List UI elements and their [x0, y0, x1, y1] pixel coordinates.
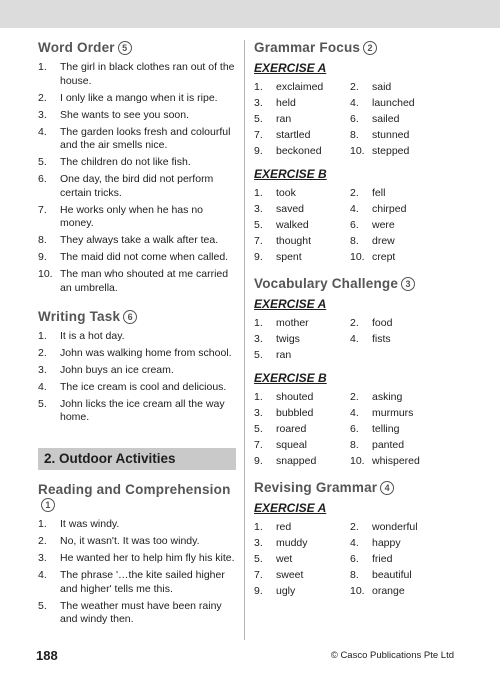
item-number: 6.: [350, 553, 359, 565]
answer-item: [254, 349, 350, 363]
item-text: He works only when he has no money.: [60, 203, 203, 229]
item-number: 5.: [254, 113, 263, 125]
exercise-heading: EXERCISE B: [254, 166, 327, 181]
item-number: 6.: [350, 422, 359, 435]
answer-item: [350, 203, 446, 217]
answer-item: [350, 251, 446, 265]
item-number: 1.: [38, 329, 47, 342]
answer-item: [38, 268, 236, 295]
answer-item: [254, 553, 350, 567]
item-text: stepped: [372, 145, 410, 157]
item-number: 4.: [350, 97, 359, 109]
answer-item: [350, 113, 446, 127]
answer-item: [254, 251, 350, 265]
item-text: It was windy.: [60, 518, 120, 530]
answer-item: [38, 381, 236, 395]
item-number: 2.: [38, 346, 47, 359]
item-text: whispered: [372, 454, 420, 467]
item-text: I only like a mango when it is ripe.: [60, 91, 218, 104]
answer-list: [38, 518, 236, 627]
item-number: 9.: [254, 585, 263, 597]
item-number: 3.: [254, 537, 263, 549]
item-number: 4.: [350, 406, 359, 419]
answer-item: [254, 129, 350, 143]
grammar-focus-section: [254, 40, 454, 264]
item-text: mother: [276, 317, 309, 329]
answer-item: [350, 391, 446, 405]
answer-grid: [254, 521, 454, 599]
answer-item: [254, 235, 350, 249]
answer-item: [38, 156, 236, 170]
item-text: wet: [276, 553, 293, 565]
item-text: orange: [372, 585, 405, 597]
answer-item: [350, 317, 446, 331]
item-number: 3.: [254, 97, 263, 109]
item-number: 1.: [38, 518, 47, 530]
item-text: fell: [372, 186, 386, 199]
section-title: Writing Task 6: [38, 309, 236, 324]
item-text: The phrase '…the kite sailed higher and higher' tells me this.: [60, 569, 225, 595]
item-number: 2.: [350, 81, 359, 93]
item-text: drew: [372, 234, 395, 247]
item-text: murmurs: [372, 406, 414, 419]
item-text: walked: [276, 218, 309, 231]
item-text: John was walking home from school.: [60, 346, 232, 359]
revising-grammar-section: [254, 480, 454, 599]
item-text: No, it wasn't. It was too windy.: [60, 535, 200, 547]
answer-item: [350, 569, 446, 583]
item-number: 7.: [254, 129, 263, 141]
item-number: 8.: [350, 129, 359, 141]
answer-item: [38, 109, 236, 123]
item-text: stunned: [372, 129, 410, 141]
answer-item: [254, 81, 350, 95]
section-number-badge: 1: [41, 498, 55, 512]
writing-task-section: [38, 309, 236, 425]
item-number: 1.: [254, 186, 263, 199]
section-title: Reading and Comprehension1: [38, 482, 231, 510]
item-number: 10.: [38, 268, 53, 280]
item-number: 3.: [254, 333, 263, 345]
item-text: sweet: [276, 569, 304, 581]
item-number: 10.: [350, 250, 365, 263]
item-number: 9.: [254, 250, 263, 263]
item-text: telling: [372, 422, 400, 435]
item-number: 5.: [38, 156, 47, 168]
answer-item: [254, 203, 350, 217]
item-number: 9.: [254, 454, 263, 467]
answer-item: [38, 92, 236, 106]
item-number: 4.: [38, 125, 47, 138]
item-number: 2.: [350, 521, 359, 533]
answer-item: [254, 317, 350, 331]
item-text: beckoned: [276, 145, 322, 157]
item-text: fried: [372, 553, 393, 565]
item-number: 3.: [38, 363, 47, 376]
item-number: 5.: [254, 422, 263, 435]
item-text: ran: [276, 349, 292, 361]
answer-item: [38, 569, 236, 596]
answer-item: [254, 569, 350, 583]
item-number: 5.: [254, 553, 263, 565]
item-number: 9.: [254, 145, 263, 157]
item-text: The weather must have been rainy and windy then.: [60, 599, 222, 625]
answer-item: [38, 204, 236, 231]
answer-item: [254, 187, 350, 201]
answer-item: [254, 585, 350, 599]
right-column: [254, 40, 454, 607]
item-text: twigs: [276, 333, 300, 345]
item-text: squeal: [276, 438, 307, 451]
item-number: 4.: [38, 569, 47, 581]
answer-item: [350, 235, 446, 249]
item-number: 4.: [350, 202, 359, 215]
item-number: 8.: [38, 234, 47, 246]
item-number: 10.: [350, 145, 365, 157]
answer-item: [38, 251, 236, 265]
answer-item: [350, 145, 446, 159]
item-text: said: [372, 81, 392, 93]
item-text: She wants to see you soon.: [60, 108, 189, 121]
item-number: 5.: [38, 397, 47, 410]
section-title: Vocabulary Challenge 3: [254, 276, 454, 291]
item-text: He wanted her to help him fly his kite.: [60, 552, 235, 564]
section-title: Revising Grammar 4: [254, 480, 454, 495]
answer-item: [254, 219, 350, 233]
item-number: 10.: [350, 454, 365, 467]
section-title: Grammar Focus 2: [254, 40, 454, 55]
answer-item: [38, 600, 236, 627]
answer-item: [350, 129, 446, 143]
item-text: shouted: [276, 390, 314, 403]
answer-item: [254, 391, 350, 405]
item-text: The ice cream is cool and delicious.: [60, 380, 227, 393]
answer-list: [38, 330, 236, 425]
section-number-badge: 4: [380, 481, 394, 495]
item-text: bubbled: [276, 406, 314, 419]
item-text: roared: [276, 422, 307, 435]
item-text: One day, the bird did not perform certain tricks.: [60, 173, 214, 199]
answer-item: [254, 521, 350, 535]
page-number: 188: [36, 648, 58, 663]
answer-item: [254, 333, 350, 347]
item-number: 1.: [254, 521, 263, 533]
item-number: 8.: [350, 438, 359, 451]
item-number: 1.: [254, 81, 263, 93]
answer-item: [38, 173, 236, 200]
item-text: panted: [372, 438, 405, 451]
item-number: 3.: [254, 202, 263, 215]
answer-item: [38, 398, 236, 425]
item-number: 1.: [254, 317, 263, 329]
item-text: ugly: [276, 585, 296, 597]
item-text: fists: [372, 333, 391, 345]
answer-item: [350, 219, 446, 233]
item-number: 6.: [38, 173, 47, 185]
item-number: 7.: [38, 203, 47, 216]
exercise-heading: EXERCISE A: [254, 297, 327, 311]
item-text: asking: [372, 390, 403, 403]
answer-grid: [254, 81, 454, 159]
item-text: wonderful: [372, 521, 418, 533]
item-number: 3.: [38, 108, 47, 121]
item-text: beautiful: [372, 569, 412, 581]
item-text: The man who shouted at me carried an umbrella.: [60, 268, 229, 294]
item-number: 9.: [38, 251, 47, 263]
answer-item: [38, 364, 236, 378]
item-text: thought: [276, 234, 312, 247]
exercise-heading: EXERCISE A: [254, 61, 327, 75]
section-number-badge: 2: [363, 41, 377, 55]
answer-item: [38, 347, 236, 361]
column-divider: [244, 40, 245, 640]
item-text: ran: [276, 113, 292, 125]
answer-item: [254, 145, 350, 159]
answer-item: [350, 97, 446, 111]
item-text: exclaimed: [276, 81, 324, 93]
item-number: 1.: [254, 390, 263, 403]
item-number: 5.: [38, 599, 47, 612]
item-text: The children do not like fish.: [60, 156, 191, 168]
answer-item: [350, 585, 446, 599]
answer-item: [350, 439, 446, 453]
item-text: crept: [372, 250, 396, 263]
answer-item: [254, 439, 350, 453]
item-text: The garden looks fresh and colourful and the air smells nice.: [60, 125, 231, 151]
item-number: 5.: [254, 349, 263, 361]
item-text: red: [276, 521, 292, 533]
item-number: 2.: [350, 186, 359, 199]
item-number: 2.: [38, 91, 47, 104]
answer-item: [38, 126, 236, 153]
item-number: 2.: [350, 317, 359, 329]
item-text: chirped: [372, 202, 407, 215]
answer-item: [254, 455, 350, 469]
vocabulary-section: [254, 276, 454, 468]
item-text: They always take a walk after tea.: [60, 234, 219, 246]
answer-item: [38, 330, 236, 344]
item-text: The maid did not come when called.: [60, 251, 229, 263]
item-number: 3.: [254, 406, 263, 419]
answer-list: [38, 61, 236, 295]
item-number: 6.: [350, 218, 359, 231]
chapter-heading: 2. Outdoor Activities: [38, 448, 236, 470]
item-number: 5.: [254, 218, 263, 231]
answer-item: [350, 521, 446, 535]
item-text: snapped: [276, 454, 317, 467]
item-text: saved: [276, 202, 305, 215]
answer-item: [350, 553, 446, 567]
item-number: 7.: [254, 234, 263, 247]
item-text: startled: [276, 129, 311, 141]
copyright-notice: © Casco Publications Pte Ltd: [330, 650, 454, 661]
left-column: [38, 40, 236, 630]
answer-item: [38, 61, 236, 88]
answer-item: [38, 518, 236, 532]
answer-item: [350, 81, 446, 95]
item-number: 4.: [350, 537, 359, 549]
item-text: sailed: [372, 113, 400, 125]
item-number: 4.: [350, 333, 359, 345]
item-text: muddy: [276, 537, 308, 549]
item-number: 1.: [38, 61, 47, 73]
answer-item: [254, 537, 350, 551]
answer-item: [254, 113, 350, 127]
top-band: [0, 0, 500, 28]
answer-item: [38, 552, 236, 566]
answer-item: [254, 97, 350, 111]
item-text: food: [372, 317, 393, 329]
item-number: 6.: [350, 113, 359, 125]
item-number: 8.: [350, 569, 359, 581]
answer-item: [38, 234, 236, 248]
section-number-badge: 5: [118, 41, 132, 55]
item-number: 7.: [254, 569, 263, 581]
answer-item: [254, 407, 350, 421]
section-title: Word Order 5: [38, 40, 236, 55]
answer-item: [38, 535, 236, 549]
item-text: took: [276, 186, 296, 199]
item-number: 7.: [254, 438, 263, 451]
exercise-heading: EXERCISE B: [254, 370, 327, 385]
item-text: The girl in black clothes ran out of the house.: [60, 61, 235, 87]
item-number: 10.: [350, 585, 365, 597]
item-number: 2.: [350, 390, 359, 403]
answer-grid: [254, 187, 454, 265]
item-number: 3.: [38, 552, 47, 564]
item-number: 8.: [350, 234, 359, 247]
item-text: happy: [372, 537, 401, 549]
word-order-section: [38, 40, 236, 295]
item-text: launched: [372, 97, 415, 109]
item-text: John buys an ice cream.: [60, 363, 174, 376]
answer-item: [350, 333, 446, 347]
item-number: 2.: [38, 535, 47, 547]
answer-grid: [254, 391, 454, 469]
section-number-badge: 6: [123, 310, 137, 324]
item-text: held: [276, 97, 296, 109]
exercise-heading: EXERCISE A: [254, 501, 327, 515]
item-text: It is a hot day.: [60, 329, 125, 342]
item-text: John licks the ice cream all the way home.: [60, 397, 225, 423]
item-number: 4.: [38, 380, 47, 393]
item-text: were: [372, 218, 395, 231]
answer-item: [254, 423, 350, 437]
answer-item: [350, 407, 446, 421]
section-number-badge: 3: [401, 277, 415, 291]
answer-item: [350, 537, 446, 551]
answer-grid: [254, 317, 454, 363]
answer-item: [350, 187, 446, 201]
reading-section: [38, 482, 236, 627]
answer-item: [350, 423, 446, 437]
item-text: spent: [276, 250, 302, 263]
answer-item: [350, 455, 446, 469]
